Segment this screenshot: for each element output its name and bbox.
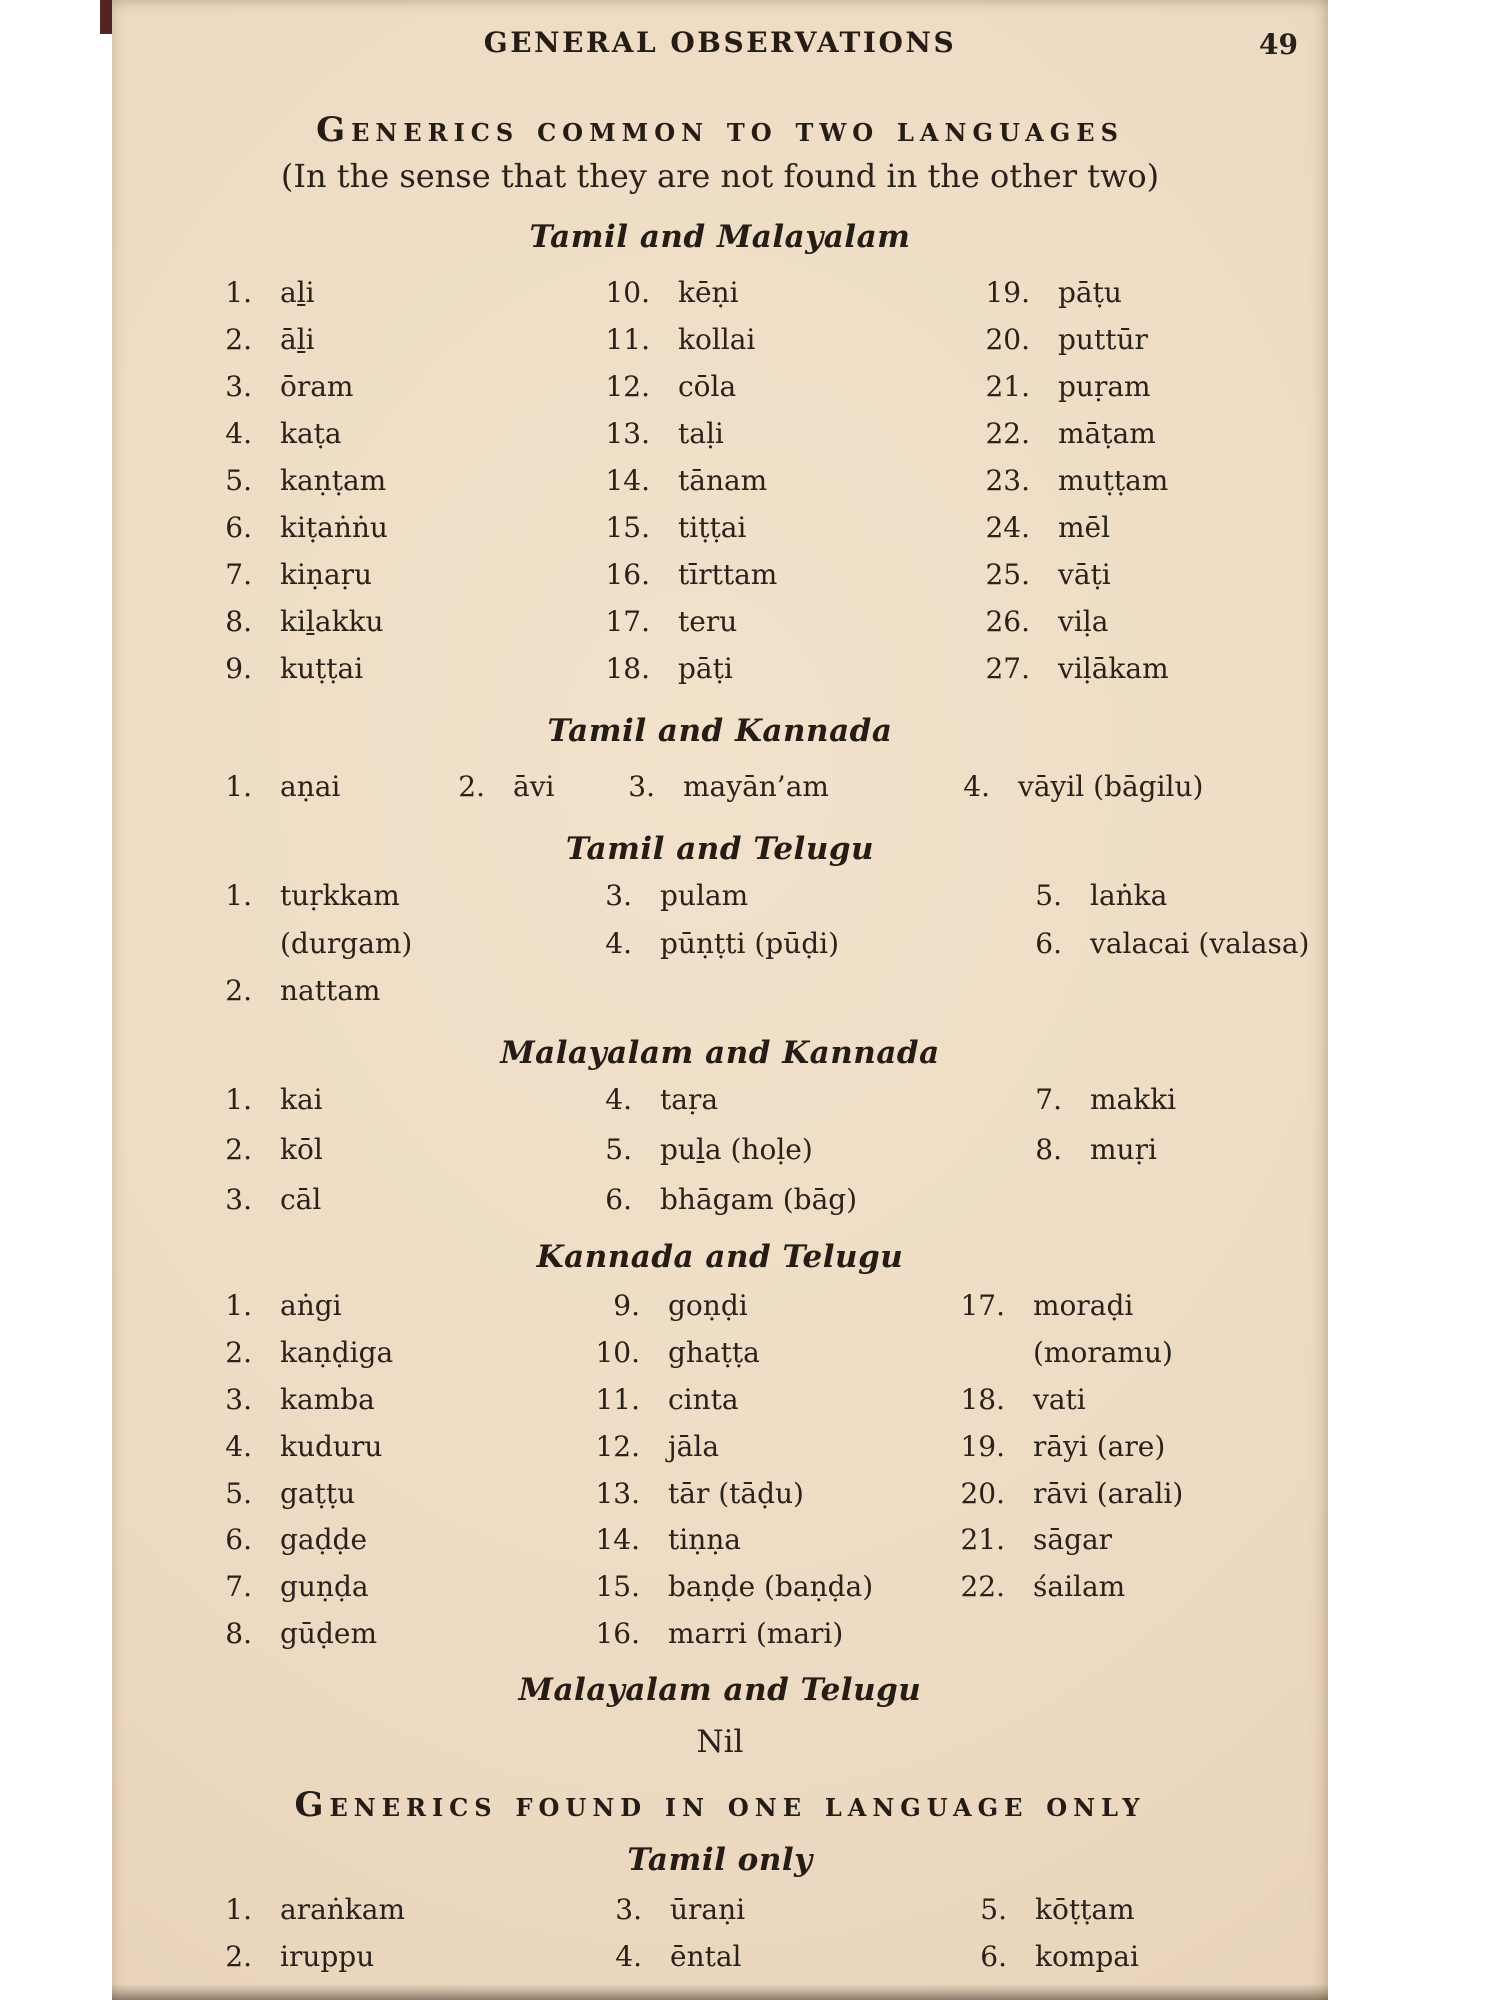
list-item	[200, 605, 598, 652]
item-number: 25.	[985, 558, 1030, 591]
item-number: 20.	[960, 1476, 1005, 1510]
item-number: 5.	[605, 1133, 632, 1166]
item-word: kuduru	[280, 1429, 383, 1463]
list-item	[938, 770, 1203, 803]
item-word: cāl	[280, 1183, 322, 1216]
item-word: kaṇḍiga	[280, 1335, 394, 1369]
list-item	[200, 323, 598, 370]
section-note: (In the sense that they are not found in the other two)	[280, 157, 1160, 195]
item-word: kai	[280, 1083, 323, 1116]
list-item	[953, 1430, 1183, 1477]
item-word: cinta	[668, 1382, 739, 1416]
item-number: 1.	[225, 770, 252, 803]
item-word: gaṭṭu	[280, 1476, 356, 1510]
entries-column	[955, 1893, 1139, 1987]
item-number: 5.	[225, 464, 252, 497]
item-number: 4.	[225, 1429, 252, 1463]
list-item	[580, 1083, 1010, 1133]
item-word: ghaṭṭa	[668, 1335, 760, 1369]
list-item	[200, 1289, 588, 1336]
item-word: tīrttam	[678, 558, 778, 591]
item-number: 7.	[1035, 1083, 1062, 1116]
list-item	[953, 1383, 1183, 1430]
heading-tamil-kannada: Tamil and Kannada	[547, 713, 893, 749]
item-word: gūḍem	[280, 1617, 378, 1651]
list-item	[200, 1133, 580, 1183]
item-number: 7.	[225, 558, 252, 591]
item-word: kōṭṭam	[1035, 1893, 1135, 1926]
item-number: 19.	[985, 276, 1030, 309]
list-item	[603, 770, 938, 803]
item-word: gaḍḍe	[280, 1523, 368, 1557]
item-number: 26.	[985, 605, 1030, 638]
list-item	[588, 1617, 953, 1664]
list-item	[580, 879, 1010, 927]
item-word: cōla	[678, 370, 737, 403]
heading-kannada-telugu: Kannada and Telugu	[536, 1239, 904, 1275]
item-number: 6.	[605, 1183, 632, 1216]
item-word: kaṇṭam	[280, 464, 387, 497]
item-number: 3.	[628, 770, 655, 803]
list-item	[200, 370, 598, 417]
heading-tamil-malayalam: Tamil and Malayalam	[529, 219, 911, 255]
list-item	[200, 974, 580, 1022]
item-number: 11.	[595, 1382, 640, 1416]
item-word: ūraṇi	[670, 1893, 746, 1926]
item-number: 10.	[595, 1335, 640, 1369]
list-item	[978, 652, 1169, 699]
item-number: 3.	[225, 1183, 252, 1216]
list-item	[200, 1083, 580, 1133]
item-word: puṛam	[1058, 370, 1151, 403]
entries-column	[200, 879, 580, 1022]
list-item	[978, 511, 1169, 558]
list-item	[588, 1430, 953, 1477]
entries-column	[953, 1289, 1183, 1617]
item-number: 18.	[605, 652, 650, 685]
section-title-two-languages: Generics common to two languages	[316, 110, 1124, 150]
item-number: 3.	[225, 370, 252, 403]
list-item	[433, 770, 603, 803]
item-word: kaṭa	[280, 417, 342, 450]
list-item	[588, 1383, 953, 1430]
item-word: guṇḍa	[280, 1570, 369, 1604]
item-word: moraḍi	[1033, 1289, 1134, 1322]
list-item	[200, 1183, 580, 1233]
item-number: 2.	[458, 770, 485, 803]
list-item	[953, 1336, 1183, 1383]
item-word: kollai	[678, 323, 756, 356]
item-number: 22.	[960, 1570, 1005, 1604]
entries-column	[580, 1083, 1010, 1233]
item-number: 13.	[595, 1476, 640, 1510]
item-word: baṇḍe (baṇḍa)	[668, 1570, 874, 1604]
item-word: tuṛkkam	[280, 879, 400, 912]
item-word: jāla	[668, 1429, 720, 1463]
item-number: 3.	[225, 1382, 252, 1416]
list-item	[580, 1133, 1010, 1183]
list-item	[200, 1617, 588, 1664]
item-word: tiṇṇa	[668, 1523, 741, 1557]
list-item	[588, 1523, 953, 1570]
item-number: 9.	[613, 1289, 640, 1322]
item-word: mēl	[1058, 511, 1111, 544]
list-item	[598, 323, 978, 370]
nil-text: Nil	[696, 1724, 744, 1760]
page-number: 49	[1259, 28, 1298, 61]
item-word: taṛa	[660, 1083, 719, 1116]
entries-column	[200, 1083, 580, 1233]
list-item	[953, 1477, 1183, 1524]
item-number: 1.	[225, 879, 252, 912]
item-word: ōram	[280, 370, 354, 403]
item-word: tār (tāḍu)	[668, 1476, 804, 1510]
item-word: pāṭi	[678, 652, 733, 685]
item-number: 22.	[985, 417, 1030, 450]
item-number: 6.	[225, 1523, 252, 1557]
item-word: vāyil (bāgilu)	[1018, 770, 1204, 803]
list-item	[580, 1183, 1010, 1233]
list-item	[598, 370, 978, 417]
entries-column	[978, 276, 1169, 699]
item-word: pūṇṭti (pūḍi)	[660, 926, 840, 960]
heading-tamil-telugu: Tamil and Telugu	[565, 831, 875, 867]
item-number: 27.	[985, 652, 1030, 685]
item-word: vāṭi	[1058, 558, 1111, 591]
list-item	[1010, 927, 1309, 975]
item-number: 7.	[225, 1570, 252, 1604]
list-item	[953, 1289, 1183, 1336]
section-title-one-language: Generics found in one language only	[294, 1785, 1146, 1825]
entries-column	[938, 770, 1203, 803]
list-item	[200, 276, 598, 323]
book-page	[112, 0, 1328, 2000]
list-item	[588, 1289, 953, 1336]
item-word: aḻi	[280, 276, 315, 309]
item-word: kompai	[1035, 1940, 1139, 1973]
item-number: 1.	[225, 1893, 252, 1926]
list-item	[978, 370, 1169, 417]
item-word: viḷākam	[1058, 652, 1169, 685]
list-item	[200, 879, 580, 927]
item-number: 1.	[225, 1083, 252, 1116]
entries-column	[590, 1893, 955, 1987]
item-number: 5.	[980, 1893, 1007, 1926]
item-number: 21.	[960, 1523, 1005, 1557]
item-word: muṭṭam	[1058, 464, 1169, 497]
list-item	[978, 605, 1169, 652]
item-word: araṅkam	[280, 1893, 406, 1926]
item-word: pāṭu	[1058, 276, 1122, 309]
item-word: kamba	[280, 1382, 375, 1416]
item-word: kōl	[280, 1133, 323, 1166]
item-word: goṇḍi	[668, 1289, 748, 1322]
list-item	[953, 1523, 1183, 1570]
entries-column	[200, 1289, 588, 1664]
list-item	[200, 558, 598, 605]
running-header-row	[112, 26, 1328, 59]
item-number: 4.	[605, 1083, 632, 1116]
item-word: āḻi	[280, 323, 315, 356]
item-number: 8.	[1035, 1133, 1062, 1166]
item-number: 15.	[595, 1570, 640, 1604]
item-number: 14.	[605, 464, 650, 497]
item-number: 8.	[225, 605, 252, 638]
list-tamil-telugu	[200, 879, 1309, 1022]
entries-column	[200, 1893, 590, 1987]
item-number: 3.	[615, 1893, 642, 1926]
item-word: śailam	[1033, 1570, 1126, 1604]
entries-column	[580, 879, 1010, 974]
item-number: 5.	[225, 1476, 252, 1510]
item-number: 17.	[960, 1289, 1005, 1322]
item-number: 12.	[605, 370, 650, 403]
list-item	[200, 1940, 590, 1987]
item-number: 6.	[225, 511, 252, 544]
item-number: 18.	[960, 1382, 1005, 1416]
item-word: laṅka	[1090, 879, 1168, 912]
list-item	[200, 464, 598, 511]
list-item	[1010, 879, 1309, 927]
item-word: puttūr	[1058, 323, 1148, 356]
list-item	[200, 1383, 588, 1430]
item-number: 16.	[605, 558, 650, 591]
item-word: teru	[678, 605, 738, 638]
list-item	[580, 927, 1010, 975]
heading-malayalam-kannada: Malayalam and Kannada	[500, 1035, 940, 1071]
item-word: kuṭṭai	[280, 652, 364, 685]
list-item	[955, 1893, 1139, 1940]
list-item	[978, 464, 1169, 511]
item-word: viḷa	[1058, 605, 1109, 638]
list-item	[1010, 1133, 1176, 1183]
item-word: āvi	[513, 770, 555, 803]
list-item	[200, 927, 580, 975]
item-word: kiṭaṅṅu	[280, 511, 388, 544]
entries-column	[1010, 879, 1309, 974]
item-number: 9.	[225, 652, 252, 685]
item-word: pulam	[660, 879, 749, 912]
list-item	[598, 605, 978, 652]
item-number: 14.	[595, 1523, 640, 1557]
running-header: GENERAL OBSERVATIONS	[483, 26, 957, 59]
list-item	[200, 1893, 590, 1940]
item-word: kiṇaṛu	[280, 558, 373, 591]
list-tamil-malayalam	[200, 276, 1169, 699]
item-word: nattam	[280, 974, 381, 1007]
item-word: bhāgam (bāg)	[660, 1183, 858, 1216]
item-word: māṭam	[1058, 417, 1156, 450]
item-number: 20.	[985, 323, 1030, 356]
list-item	[598, 558, 978, 605]
item-word: (durgam)	[280, 926, 413, 960]
list-item	[200, 770, 433, 803]
item-number: 11.	[605, 323, 650, 356]
item-number: 6.	[1035, 926, 1062, 960]
item-word: makki	[1090, 1083, 1177, 1116]
item-number: 2.	[225, 1335, 252, 1369]
item-number: 4.	[605, 926, 632, 960]
item-number: 5.	[1035, 879, 1062, 912]
heading-tamil-only: Tamil only	[627, 1842, 813, 1878]
item-word: mayān’am	[683, 770, 829, 803]
list-item	[200, 417, 598, 464]
item-number: 4.	[225, 417, 252, 450]
list-item	[588, 1477, 953, 1524]
item-number: 4.	[615, 1940, 642, 1973]
list-item	[200, 1336, 588, 1383]
item-number: 12.	[595, 1429, 640, 1463]
list-tamil-kannada	[200, 770, 1203, 803]
item-word: marri (mari)	[668, 1617, 844, 1651]
item-word: sāgar	[1033, 1523, 1113, 1557]
list-item	[588, 1570, 953, 1617]
item-number: 2.	[225, 1133, 252, 1166]
list-item	[978, 276, 1169, 323]
entries-column	[1010, 1083, 1176, 1183]
item-word: muṛi	[1090, 1133, 1157, 1166]
item-word: aṅgi	[280, 1289, 342, 1322]
entries-column	[603, 770, 938, 803]
list-item	[200, 1430, 588, 1477]
item-number: 8.	[225, 1617, 252, 1651]
item-word: ēntal	[670, 1940, 742, 1973]
list-item	[978, 558, 1169, 605]
item-word: (moramu)	[1033, 1335, 1173, 1369]
item-number: 2.	[225, 974, 252, 1007]
item-word: kēṇi	[678, 276, 739, 309]
item-word: iruppu	[280, 1940, 375, 1973]
list-item	[200, 1570, 588, 1617]
list-item	[598, 511, 978, 558]
item-number: 4.	[963, 770, 990, 803]
list-item	[590, 1940, 955, 1987]
item-number: 21.	[985, 370, 1030, 403]
item-word: puḻa (hoḷe)	[660, 1133, 813, 1166]
entries-column	[433, 770, 603, 803]
item-number: 16.	[595, 1617, 640, 1651]
item-word: rāvi (arali)	[1033, 1476, 1184, 1510]
list-item	[598, 652, 978, 699]
list-kannada-telugu	[200, 1289, 1183, 1664]
item-number: 19.	[960, 1429, 1005, 1463]
list-item	[955, 1940, 1139, 1987]
item-word: tiṭṭai	[678, 511, 747, 544]
list-item	[200, 652, 598, 699]
item-number: 17.	[605, 605, 650, 638]
list-item	[200, 511, 598, 558]
item-word: tānam	[678, 464, 768, 497]
entries-column	[200, 770, 433, 803]
entries-column	[588, 1289, 953, 1664]
list-item	[590, 1893, 955, 1940]
list-item	[200, 1477, 588, 1524]
item-word: taḷi	[678, 417, 724, 450]
item-number: 2.	[225, 323, 252, 356]
item-number: 1.	[225, 276, 252, 309]
item-number: 1.	[225, 1289, 252, 1322]
list-item	[978, 323, 1169, 370]
item-word: aṇai	[280, 770, 341, 803]
item-word: kiḻakku	[280, 605, 384, 638]
item-number: 24.	[985, 511, 1030, 544]
item-number: 2.	[225, 1940, 252, 1973]
heading-malayalam-telugu: Malayalam and Telugu	[518, 1672, 922, 1708]
item-number: 6.	[980, 1940, 1007, 1973]
list-item	[953, 1570, 1183, 1617]
item-word: vati	[1033, 1382, 1086, 1416]
item-word: rāyi (are)	[1033, 1429, 1166, 1463]
list-item	[588, 1336, 953, 1383]
item-number: 23.	[985, 464, 1030, 497]
item-number: 3.	[605, 879, 632, 912]
list-item	[598, 417, 978, 464]
list-malayalam-kannada	[200, 1083, 1176, 1233]
page-bottom-shadow	[112, 1984, 1328, 2000]
item-word: valacai (valasa)	[1090, 926, 1310, 960]
item-number: 10.	[605, 276, 650, 309]
list-tamil-only	[200, 1893, 1139, 1987]
list-item	[598, 276, 978, 323]
entries-column	[598, 276, 978, 699]
item-number: 15.	[605, 511, 650, 544]
list-item	[978, 417, 1169, 464]
list-item	[1010, 1083, 1176, 1133]
entries-column	[200, 276, 598, 699]
list-item	[200, 1523, 588, 1570]
item-number: 13.	[605, 417, 650, 450]
list-item	[598, 464, 978, 511]
